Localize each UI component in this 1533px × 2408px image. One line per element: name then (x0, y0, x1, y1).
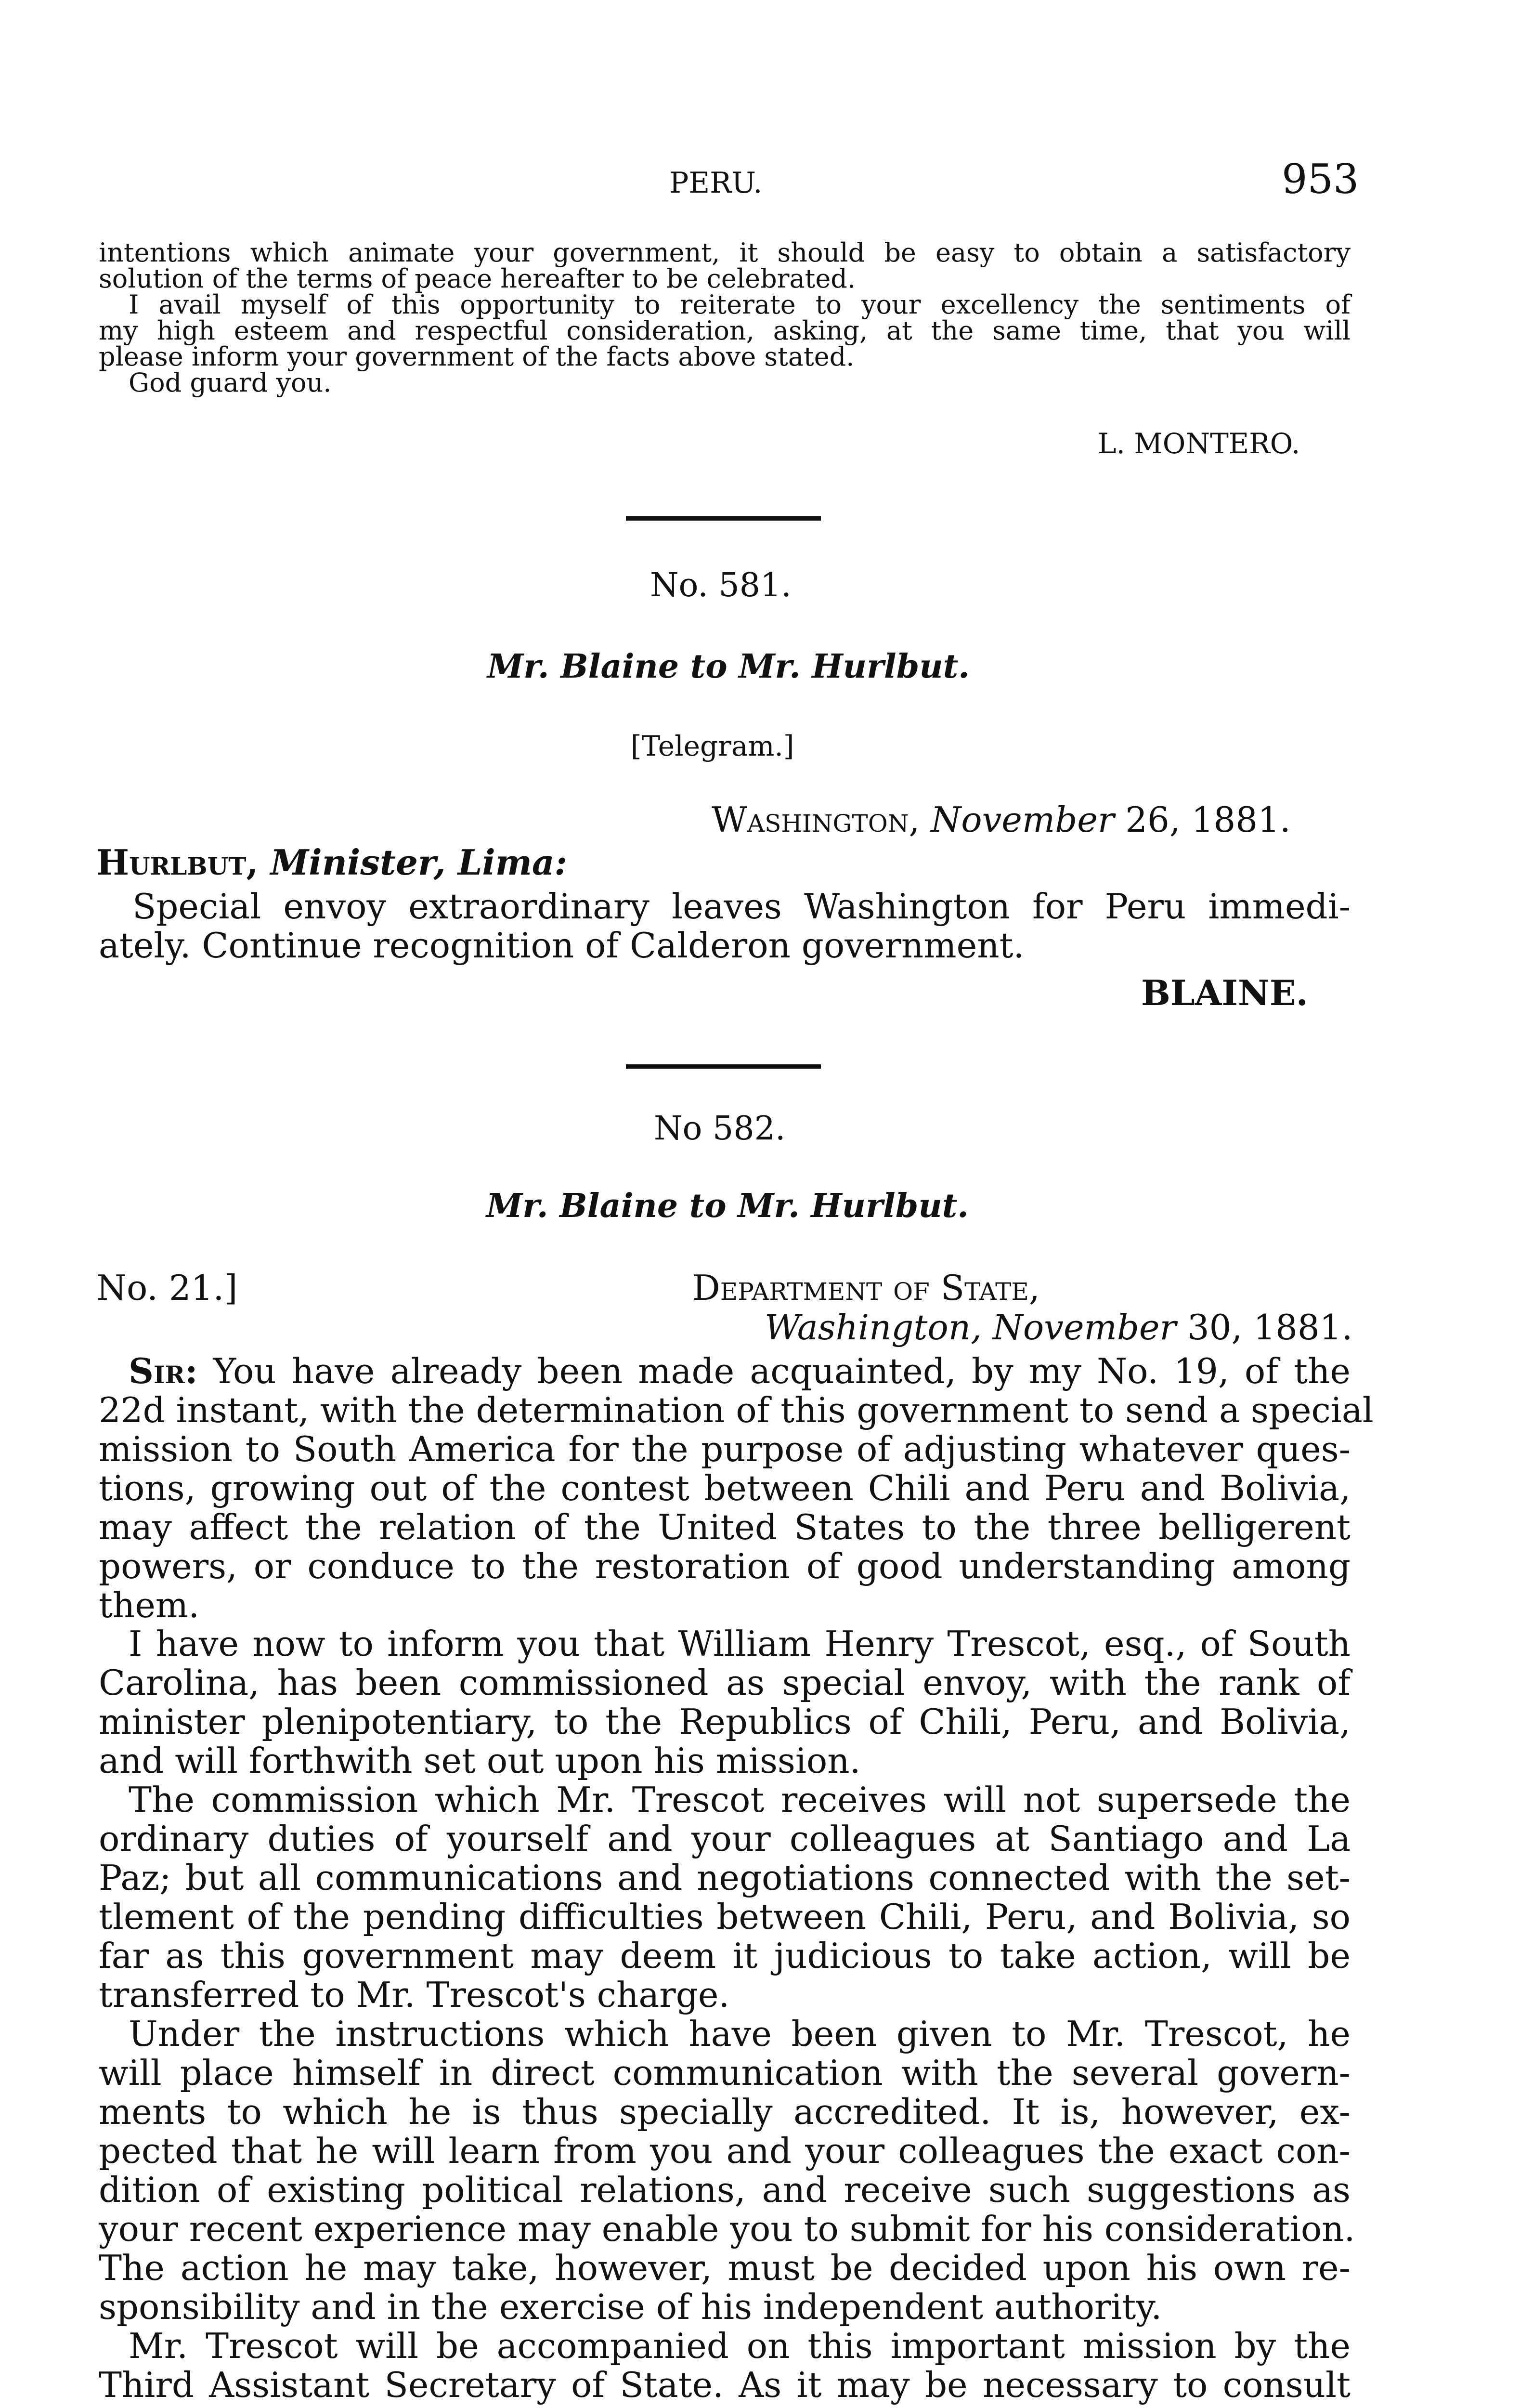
text-line: ordinary duties of yourself and your colleagues at Santiago and La (99, 1819, 1351, 1859)
text-line: tions, growing out of the contest between Chili and Peru and Bolivia, (99, 1468, 1351, 1508)
text-line: them. (99, 1585, 200, 1625)
dateline-place: Washington, (765, 1307, 982, 1348)
document-title: Mr. Blaine to Mr. Hurlbut. (486, 1187, 969, 1225)
document-reference: No. 21.] (96, 1268, 238, 1308)
text-line: ately. Continue recognition of Calderon government. (99, 925, 1025, 966)
text-line: ments to which he is thus specially accredited. It is, however, ex- (99, 2092, 1351, 2132)
page-number: 953 (1282, 156, 1359, 203)
text-line: mission to South America for the purpose of adjusting whatever ques- (99, 1429, 1351, 1469)
text-line: my high esteem and respectful consideration, asking, at the same time, that you will (99, 315, 1351, 346)
text-line: Third Assistant Secretary of State. As it may be necessary to consult (99, 2365, 1351, 2405)
dateline-place: Washington, (712, 799, 920, 840)
dateline-day-year: 30, 1881. (1176, 1307, 1353, 1348)
text-line-rest: You have already been made acquainted, by my No. 19, of the (197, 1351, 1351, 1391)
telegram-signature: BLAINE. (1141, 972, 1308, 1013)
letter-paragraph-1 (99, 1350, 1374, 1625)
department-heading: Department of State, (692, 1268, 1040, 1308)
text-line: intentions which animate your government, it should be easy to obtain a satisfactory (99, 237, 1351, 268)
prev-letter-body (99, 237, 1351, 398)
dateline (765, 1308, 1352, 1347)
text-line: your recent experience may enable you to submit for his consideration. (99, 2209, 1355, 2249)
text-line: Special envoy extraordinary leaves Washington for Peru immedi- (132, 886, 1351, 927)
letter-paragraph-4 (99, 2014, 1355, 2327)
text-line: tlement of the pending difficulties between Chili, Peru, and Bolivia, so (99, 1897, 1351, 1937)
text-line: may affect the relation of the United States to the three belligerent (99, 1507, 1351, 1547)
text-line: powers, or conduce to the restoration of good understanding among (99, 1546, 1351, 1586)
letter-paragraph-2 (99, 1624, 1351, 1780)
text-line: solution of the terms of peace hereafter to be celebrated. (99, 263, 856, 294)
dateline-day-year: 26, 1881. (1114, 799, 1291, 840)
text-line: please inform your government of the facts above stated. (99, 341, 855, 372)
text-line: transferred to Mr. Trescot's charge. (99, 1975, 730, 2015)
document-number: No. 581. (650, 566, 792, 604)
text-line: will place himself in direct communication with the several govern- (99, 2053, 1351, 2093)
telegram-tag: [Telegram.] (631, 730, 794, 762)
addressee (96, 843, 567, 882)
prev-letter-signature: L. MONTERO. (1098, 427, 1300, 460)
letter-paragraph-5 (99, 2327, 1351, 2405)
text-line: and will forthwith set out upon his mission. (99, 1741, 861, 1781)
text-line: The action he may take, however, must be decided upon his own re- (99, 2248, 1351, 2288)
text-line: I have now to inform you that William Henry Trescot, esq., of South (129, 1623, 1351, 1664)
letter-paragraph-3 (99, 1780, 1351, 2015)
salutation: Sir: (129, 1350, 198, 1391)
text-line: I avail myself of this opportunity to reiterate to your excellency the sentiments of (129, 289, 1351, 320)
text-line (99, 1351, 1351, 1391)
section-divider (626, 1064, 821, 1069)
text-line: pected that he will learn from you and your colleagues the exact con- (99, 2131, 1351, 2171)
running-head: PERU. (669, 166, 763, 200)
dateline (712, 800, 1291, 839)
text-line: The commission which Mr. Trescot receives will not supersede the (129, 1780, 1351, 1820)
dateline-month: November (931, 799, 1115, 840)
text-line: Paz; but all communications and negotiations connected with the set- (99, 1858, 1351, 1898)
text-line: Under the instructions which have been given to Mr. Trescot, he (129, 2014, 1351, 2054)
text-line: far as this government may deem it judicious to take action, will be (99, 1936, 1351, 1976)
addressee-name: Hurlbut, (96, 842, 259, 883)
document-number: No 582. (654, 1110, 786, 1148)
document-title: Mr. Blaine to Mr. Hurlbut. (487, 647, 970, 686)
text-line: dition of existing political relations, and receive such suggestions as (99, 2170, 1351, 2210)
text-line: 22d instant, with the determination of this government to send a special (99, 1390, 1374, 1430)
text-line: sponsibility and in the exercise of his independent authority. (99, 2287, 1162, 2327)
text-line: Carolina, has been commissioned as special envoy, with the rank of (99, 1662, 1351, 1703)
telegram-body (99, 887, 1351, 965)
text-line: God guard you. (129, 367, 332, 398)
addressee-title: Minister, Lima: (258, 842, 568, 883)
text-line: minister plenipotentiary, to the Republics of Chili, Peru, and Bolivia, (99, 1701, 1351, 1742)
section-divider (626, 516, 821, 521)
dateline-month: November (992, 1307, 1176, 1348)
text-line: Mr. Trescot will be accompanied on this important mission by the (129, 2326, 1351, 2366)
